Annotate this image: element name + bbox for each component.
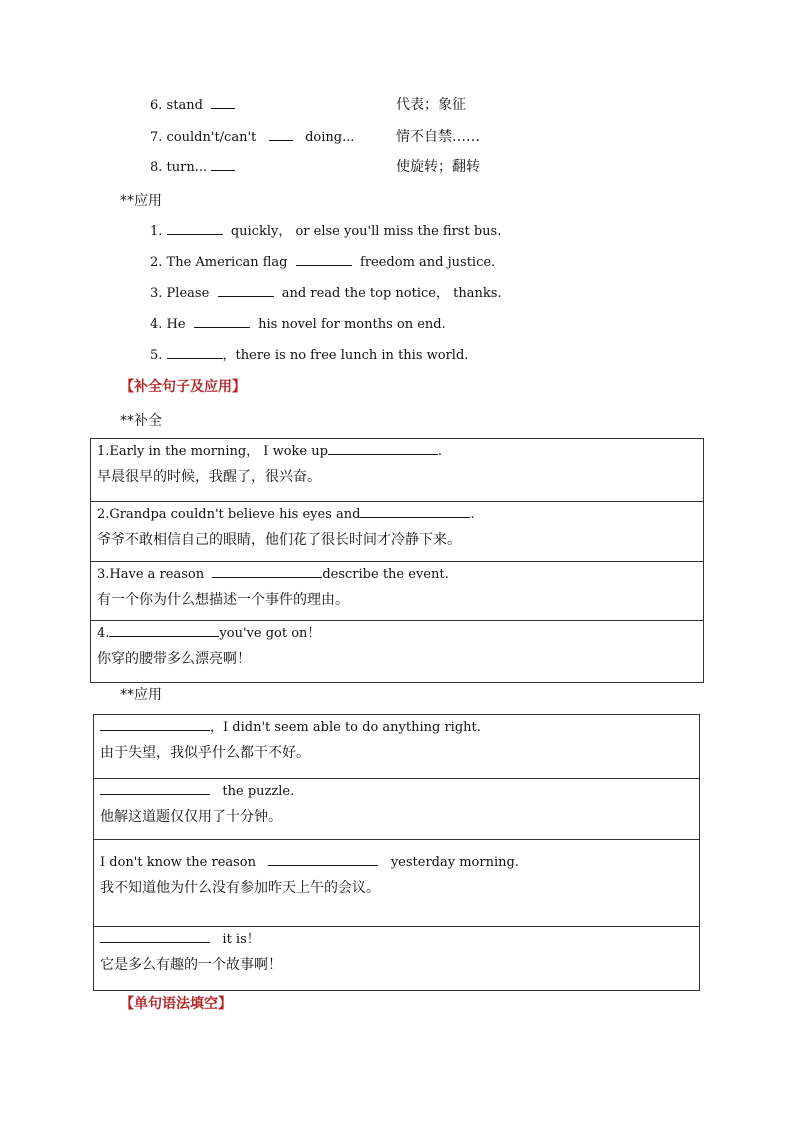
table-row: ，I didn't seem able to do anything right. 由于失望，我似乎什么都干不好。 <box>94 715 700 779</box>
answer-blank[interactable] <box>296 253 352 266</box>
answer-blank[interactable] <box>100 782 210 795</box>
section-title: 【补全句子及应用】 <box>120 379 246 395</box>
complete-label: **补全 <box>120 413 162 429</box>
table-row: 1.Early in the morning， I woke up . 早晨很早的时候，我醒了，很兴奋。 <box>91 439 704 502</box>
table-row: 2.Grandpa couldn't believe his eyes and . 爷爷不敢相信自己的眼睛，他们花了很长时间才冷静下来。 <box>91 502 704 562</box>
translation-text: 你穿的腰带多么漂亮啊！ <box>97 651 251 667</box>
complete-table <box>90 438 704 683</box>
table-row: 4. you've got on！ 你穿的腰带多么漂亮啊！ <box>91 621 704 683</box>
answer-blank[interactable] <box>100 930 210 943</box>
answer-blank[interactable] <box>211 158 235 171</box>
table-row: 3.Have a reason describe the event. 有一个你为什么想描述一个事件的理由。 <box>91 562 704 621</box>
phrase-meaning: 代表；象征 <box>396 97 466 113</box>
answer-blank[interactable] <box>328 442 438 455</box>
apply-item: 2. The American flag freedom and justice. <box>150 255 496 270</box>
apply-item: 3. Please and read the top notice， thanks. <box>150 286 502 301</box>
answer-blank[interactable] <box>218 284 274 297</box>
apply-item: 5. ，there is no free lunch in this world. <box>150 348 469 363</box>
translation-text: 它是多么有趣的一个故事啊！ <box>100 957 282 973</box>
answer-blank[interactable] <box>109 624 219 637</box>
phrase-meaning: 情不自禁…… <box>396 129 480 145</box>
apply-label: **应用 <box>120 193 162 209</box>
answer-blank[interactable] <box>268 853 378 866</box>
apply-label: **应用 <box>120 687 162 703</box>
translation-text: 我不知道他为什么没有参加昨天上午的会议。 <box>100 880 380 896</box>
translation-text: 爷爷不敢相信自己的眼睛，他们花了很长时间才冷静下来。 <box>97 532 461 548</box>
answer-blank[interactable] <box>360 505 470 518</box>
apply-item: 1. quickly， or else you'll miss the first bus. <box>150 224 502 239</box>
table-row: the puzzle. 他解这道题仅仅用了十分钟。 <box>94 779 700 840</box>
translation-text: 有一个你为什么想描述一个事件的理由。 <box>97 592 349 608</box>
answer-blank[interactable] <box>167 346 223 359</box>
table-row: it is！ 它是多么有趣的一个故事啊！ <box>94 927 700 991</box>
translation-text: 由于失望，我似乎什么都干不好。 <box>100 745 310 761</box>
answer-blank[interactable] <box>269 128 293 141</box>
phrase-item: 6. stand <box>150 96 235 116</box>
translation-text: 早晨很早的时候，我醒了，很兴奋。 <box>97 469 321 485</box>
translation-text: 他解这道题仅仅用了十分钟。 <box>100 809 282 825</box>
section-title: 【单句语法填空】 <box>120 996 232 1012</box>
answer-blank[interactable] <box>194 315 250 328</box>
phrase-meaning: 使旋转；翻转 <box>396 159 480 175</box>
answer-blank[interactable] <box>100 718 210 731</box>
answer-blank[interactable] <box>212 565 322 578</box>
answer-blank[interactable] <box>167 222 223 235</box>
apply-table <box>93 714 700 991</box>
phrase-item: 7. couldn't/can't doing... <box>150 130 355 145</box>
apply-item: 4. He his novel for months on end. <box>150 317 446 332</box>
answer-blank[interactable] <box>211 96 235 109</box>
table-row: I don't know the reason yesterday morning. 我不知道他为什么没有参加昨天上午的会议。 <box>94 840 700 927</box>
phrase-item: 8. turn... <box>150 158 235 178</box>
